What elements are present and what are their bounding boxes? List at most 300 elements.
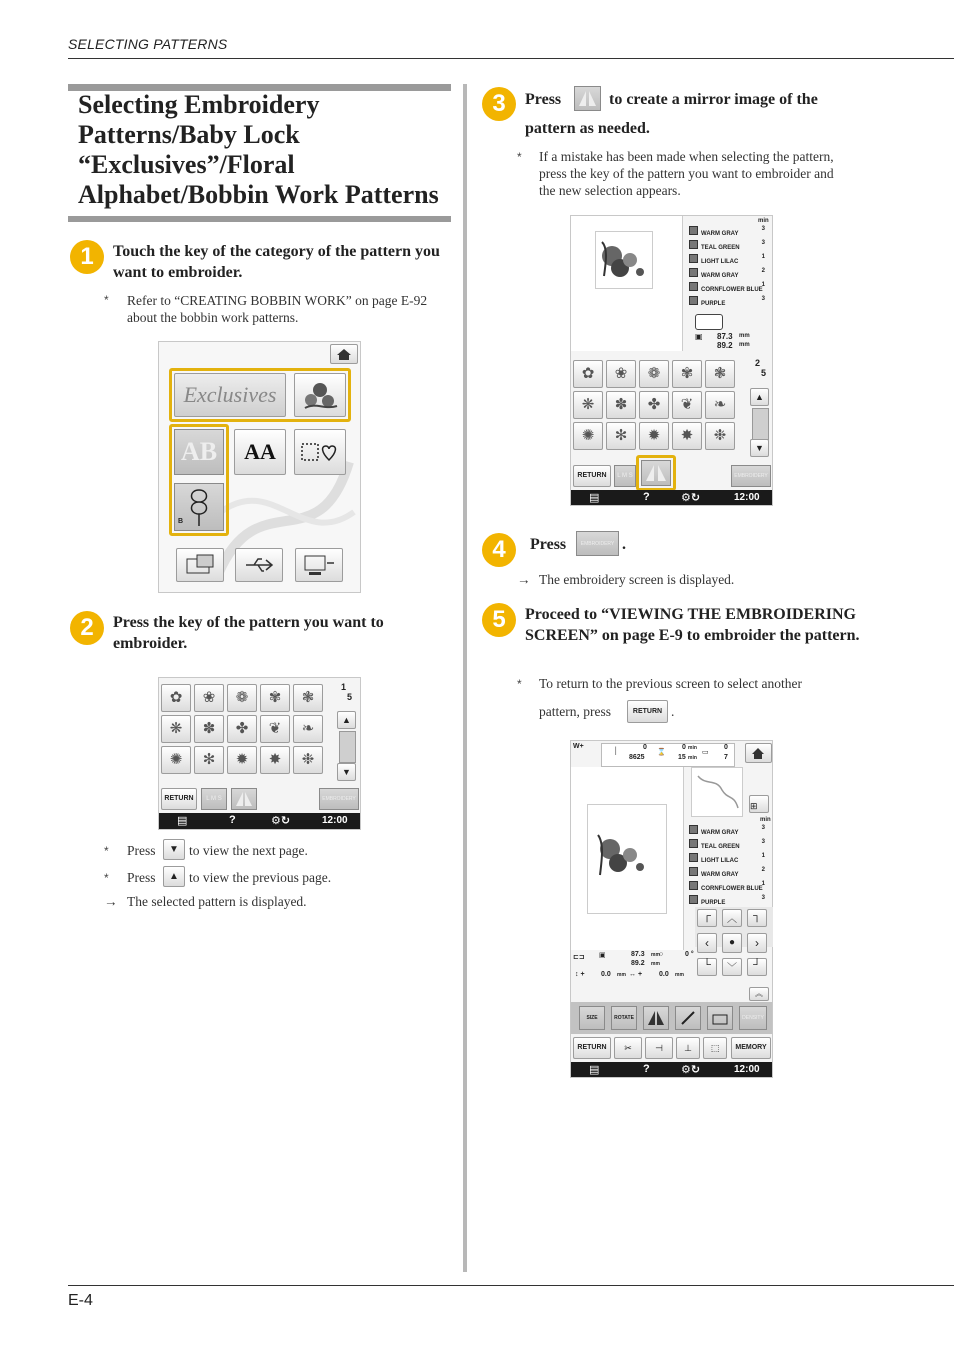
embroidery-motif-icon: ❦ <box>680 396 694 413</box>
mirror-key-inline <box>574 86 601 111</box>
thread-time: 3 <box>761 240 765 246</box>
page-list-icon[interactable]: ▤ <box>177 815 188 827</box>
status-bar <box>571 1062 772 1077</box>
home-icon <box>746 744 771 762</box>
time-unit: min <box>688 755 697 761</box>
arrow-up-left-icon: ┌ <box>703 910 711 922</box>
arrow-up-icon: ▲ <box>755 392 764 402</box>
embroidery-motif-icon: ❋ <box>581 396 595 413</box>
arrow-up-right-icon: ┐ <box>753 910 761 922</box>
mirror-button[interactable] <box>641 460 671 486</box>
embroidery-motif-icon: ❧ <box>301 720 315 737</box>
page-indicator <box>749 358 773 382</box>
thread-time: 1 <box>761 282 765 288</box>
thread-name: WARM GRAY <box>701 273 739 279</box>
embroidery-motif-icon: ✿ <box>169 689 183 706</box>
page-down-button[interactable] <box>337 763 356 781</box>
presser-foot-icon: ⊥ <box>684 1043 692 1053</box>
pattern-preview <box>571 216 683 351</box>
thread-name: WARM GRAY <box>701 830 739 836</box>
thread-name: CORNFLOWER BLUE <box>701 287 763 293</box>
floral-pattern-preview <box>588 805 666 913</box>
footer-rule <box>68 1285 954 1286</box>
thread-time: 1 <box>761 881 765 887</box>
note-mark: * <box>104 293 109 307</box>
thread-color-swatch <box>689 296 698 305</box>
clock: 12:00 <box>322 815 348 826</box>
color-current: 0 <box>724 744 728 751</box>
embroidery-motif-icon: ✹ <box>647 427 661 444</box>
pattern-height: 89.2 <box>717 341 733 350</box>
embroidery-motif-icon: ❀ <box>614 365 628 382</box>
hoop-icon: ⊏⊐ <box>573 954 585 961</box>
time-unit: min <box>688 745 697 751</box>
thread-list <box>689 825 771 909</box>
horizontal-offset: 0.0 <box>659 971 669 978</box>
pattern-key[interactable] <box>705 391 735 419</box>
height-unit: mm <box>651 961 660 967</box>
exclusives-key[interactable] <box>174 373 286 417</box>
size-lms-button[interactable]: L M S <box>614 465 636 487</box>
thread-time: 3 <box>761 825 765 831</box>
step-badge-3: 3 <box>482 87 516 121</box>
pattern-key[interactable] <box>672 391 702 419</box>
floral-alphabet-key[interactable] <box>174 429 224 475</box>
thread-name: WARM GRAY <box>701 872 739 878</box>
step-badge-5: 5 <box>482 603 516 637</box>
frame-heart-icon <box>295 430 345 474</box>
mirror-screen <box>570 215 773 506</box>
rotation-angle: 0 ° <box>685 951 694 958</box>
step-2-note-2-pre: Press <box>127 870 156 885</box>
step-1-note: Refer to “CREATING BOBBIN WORK” on page E-92 about the bobbin work patterns. <box>127 293 428 325</box>
pattern-key[interactable] <box>606 422 636 450</box>
pattern-width: 87.3 <box>631 951 645 958</box>
move-up-right-button[interactable] <box>747 909 767 927</box>
embroidery-motif-icon: ✸ <box>268 751 282 768</box>
page-up-button[interactable] <box>750 388 769 406</box>
thread-time: 3 <box>761 226 765 232</box>
pattern-key[interactable] <box>672 422 702 450</box>
return-key-inline: RETURN <box>627 700 668 723</box>
thread-row <box>689 254 769 267</box>
frame-icon: ⊞ <box>750 801 758 811</box>
pattern-key[interactable] <box>293 746 323 774</box>
thread-row <box>689 240 769 253</box>
vertical-offset: 0.0 <box>601 971 611 978</box>
thread-trim-button[interactable] <box>614 1037 642 1059</box>
pattern-grid <box>161 684 331 784</box>
thread-row <box>689 268 769 281</box>
pattern-key[interactable] <box>606 391 636 419</box>
thread-time: 2 <box>761 867 765 873</box>
min-label: min <box>760 817 771 823</box>
embroidery-motif-icon: ❉ <box>713 427 727 444</box>
pattern-info <box>573 951 695 981</box>
computer-key[interactable] <box>295 548 343 582</box>
move-down-left-button[interactable] <box>697 958 717 976</box>
embroidery-motif-icon: ❁ <box>647 365 661 382</box>
move-up-left-button[interactable] <box>697 909 717 927</box>
size-button[interactable]: SIZE <box>579 1006 605 1030</box>
step-2-note-2-post: to view the previous page. <box>189 870 332 885</box>
step-5-note-post: . <box>671 704 675 719</box>
horizontal-offset-icon: ↔ + <box>629 971 643 978</box>
note-mark: * <box>104 844 109 858</box>
embroidery-motif-icon: ✺ <box>169 751 183 768</box>
pattern-key[interactable] <box>161 746 191 774</box>
embroidery-motif-icon: ✻ <box>202 751 216 768</box>
page-indicator <box>335 682 359 706</box>
move-down-button[interactable] <box>722 958 742 976</box>
embroidery-screen <box>570 740 773 1078</box>
height-unit: mm <box>739 342 750 348</box>
edit-toolbar <box>571 1002 772 1034</box>
thread-color-swatch <box>689 895 698 904</box>
mirror-button[interactable] <box>231 788 257 810</box>
move-pad-lower <box>695 933 773 985</box>
floral-pattern-key[interactable] <box>294 373 346 417</box>
pattern-key[interactable] <box>293 684 323 712</box>
step-5-note-line1: To return to the previous screen to select another <box>539 676 802 691</box>
embroidery-motif-icon: ✽ <box>202 720 216 737</box>
mirror-button[interactable] <box>643 1006 669 1030</box>
pattern-key[interactable] <box>260 715 290 743</box>
thumbnail-preview <box>691 767 743 817</box>
stitch-total: 8625 <box>629 754 645 761</box>
thumbnail-icon <box>692 768 742 816</box>
arrow-down-icon: ▼ <box>755 443 764 453</box>
step-badge-2: 2 <box>70 611 104 645</box>
thread-list <box>689 226 771 310</box>
step-2-note-1-pre: Press <box>127 843 156 858</box>
pattern-key[interactable] <box>639 391 669 419</box>
column-divider <box>463 84 467 1272</box>
thread-color-swatch <box>689 240 698 249</box>
size-lms-button[interactable]: L M S <box>201 788 227 810</box>
arrow-down-icon: ▼ <box>169 844 179 855</box>
machine-memory-icon <box>177 549 223 581</box>
arrow-up-icon: ▲ <box>169 871 179 882</box>
pattern-selection-screen <box>158 677 361 830</box>
pattern-key[interactable] <box>260 684 290 712</box>
mirror-icon <box>575 87 600 110</box>
embroidery-motif-icon: ✾ <box>268 689 282 706</box>
color-total: 7 <box>724 754 728 761</box>
step-5-note-pre: pattern, press <box>539 704 611 719</box>
tension-icon: ⊣ <box>655 1043 663 1053</box>
pattern-key[interactable] <box>573 360 603 388</box>
pattern-key[interactable] <box>161 684 191 712</box>
result-arrow: → <box>517 572 531 587</box>
pattern-key[interactable] <box>672 360 702 388</box>
embroidery-motif-icon: ❀ <box>202 689 216 706</box>
title-rule-bottom <box>68 216 451 222</box>
settings-icon[interactable]: ⚙↻ <box>681 1064 701 1076</box>
pattern-key[interactable] <box>194 684 224 712</box>
arrow-down-icon: ﹀ <box>727 963 737 974</box>
move-left-button[interactable] <box>697 933 717 953</box>
hourglass-icon: ⌛ <box>657 749 666 756</box>
thread-row <box>689 839 769 852</box>
exclusives-label: Exclusives <box>183 382 277 407</box>
embroidery-motif-icon: ❁ <box>235 689 249 706</box>
settings-icon[interactable]: ⚙↻ <box>681 492 701 504</box>
min-label: min <box>758 218 769 224</box>
embroidery-motif-icon: ✸ <box>680 427 694 444</box>
page-down-key-inline <box>163 839 185 860</box>
floral-alphabet-icon: AB <box>180 437 218 466</box>
page-total: 5 <box>761 368 767 378</box>
needle-icon: │ <box>614 748 619 755</box>
trial-frame-icon: ⬚ <box>710 1043 720 1053</box>
pattern-key[interactable] <box>227 715 257 743</box>
return-button[interactable]: RETURN <box>573 465 611 487</box>
embroidery-motif-icon: ❃ <box>713 365 727 382</box>
step-3-heading-post: to create a mirror image of the <box>609 91 818 108</box>
thread-color-swatch <box>689 839 698 848</box>
thread-time: 3 <box>761 895 765 901</box>
page-list-icon[interactable]: ▤ <box>589 492 600 504</box>
embroidery-button[interactable]: EMBROIDERY <box>731 465 771 487</box>
page-down-button[interactable] <box>750 439 769 457</box>
step-1-heading: Touch the key of the category of the pattern you want to embroider. <box>113 243 440 281</box>
thread-name: TEAL GREEN <box>701 844 740 850</box>
thread-color-swatch <box>689 867 698 876</box>
scrollbar[interactable] <box>752 408 769 440</box>
embroidery-motif-icon: ❧ <box>713 396 727 413</box>
running-header: SELECTING PATTERNS <box>68 36 228 52</box>
page-list-icon[interactable]: ▤ <box>589 1064 600 1076</box>
bobbin-work-key[interactable] <box>174 483 224 531</box>
page-total: 5 <box>347 692 353 702</box>
alphabet-label: AA <box>244 439 276 464</box>
thread-color-swatch <box>689 268 698 277</box>
pattern-grid <box>573 360 743 454</box>
computer-icon <box>296 549 342 581</box>
sewing-machine-icon <box>708 1007 732 1029</box>
pattern-key[interactable] <box>606 360 636 388</box>
page-number: E-4 <box>68 1292 93 1309</box>
home-icon <box>331 345 357 363</box>
pattern-key[interactable] <box>573 391 603 419</box>
step-5-heading: Proceed to “VIEWING THE EMBROIDERING SCREEN” on page E-9 to embroider the pattern. <box>525 606 860 644</box>
pattern-key[interactable] <box>227 746 257 774</box>
category-screen <box>158 341 361 593</box>
status-bar <box>571 490 772 505</box>
bobbin-b-label: B <box>178 518 184 525</box>
step-badge-4: 4 <box>482 533 516 567</box>
edit-color-button[interactable] <box>675 1006 701 1030</box>
progress-panel <box>601 743 735 767</box>
thread-row <box>689 825 769 838</box>
arrow-up-icon: ︿ <box>727 914 737 925</box>
embroidery-motif-icon: ✺ <box>581 427 595 444</box>
density-button[interactable]: DENSITY <box>739 1006 767 1030</box>
embroidery-button[interactable]: EMBROIDERY <box>319 788 359 810</box>
thread-color-swatch <box>689 825 698 834</box>
pattern-key[interactable] <box>227 684 257 712</box>
help-button[interactable]: ? <box>229 814 236 826</box>
embroidery-key-inline: EMBROIDERY <box>576 531 619 556</box>
note-mark: * <box>517 150 522 164</box>
frame-view-button[interactable] <box>749 795 769 813</box>
pattern-size <box>695 332 775 354</box>
trial-button[interactable] <box>703 1037 727 1059</box>
time-current: 0 <box>682 744 686 751</box>
step-badge-1: 1 <box>70 240 104 274</box>
return-button[interactable]: RETURN <box>573 1037 611 1059</box>
arrow-up-icon: ▲ <box>342 715 351 725</box>
alphabet-key[interactable] <box>234 429 286 475</box>
thread-name: LIGHT LILAC <box>701 858 739 864</box>
mirror-icon <box>644 1007 668 1029</box>
arrow-right-icon: › <box>755 936 759 950</box>
double-chevron-up-icon: ︽ <box>755 989 763 998</box>
return-button[interactable]: RETURN <box>161 788 197 810</box>
note-mark: * <box>104 871 109 885</box>
thread-color-swatch <box>689 282 698 291</box>
thread-name: PURPLE <box>701 900 726 906</box>
pattern-key[interactable] <box>705 422 735 450</box>
width-unit: mm <box>651 952 660 958</box>
thread-name: CORNFLOWER BLUE <box>701 886 763 892</box>
thread-color-swatch <box>689 254 698 263</box>
pattern-key[interactable] <box>161 715 191 743</box>
usb-icon <box>236 549 282 581</box>
size-icon: ▣ <box>695 332 703 341</box>
arrow-down-icon: ▼ <box>342 767 351 777</box>
move-center-button[interactable] <box>722 933 742 953</box>
page-up-key-inline <box>163 866 185 887</box>
embroidery-motif-icon: ✤ <box>235 720 249 737</box>
stitch-current: 0 <box>643 744 647 751</box>
floral-pattern-preview <box>596 232 652 288</box>
pattern-key[interactable] <box>194 746 224 774</box>
thread-time: 1 <box>761 853 765 859</box>
tension-button[interactable] <box>645 1037 673 1059</box>
size-icon: ▣ <box>599 952 606 959</box>
result-arrow: → <box>104 894 118 909</box>
pattern-width: 87.3 <box>717 332 733 341</box>
embroidery-motif-icon: ✤ <box>647 396 661 413</box>
usb-key[interactable] <box>235 548 283 582</box>
offset-v-unit: mm <box>617 972 626 978</box>
embroidery-motif-icon: ✻ <box>614 427 628 444</box>
step-4-result: The embroidery screen is displayed. <box>539 572 735 587</box>
machine-memory-key[interactable] <box>176 548 224 582</box>
expand-button[interactable] <box>749 987 769 1001</box>
thread-time: 3 <box>761 296 765 302</box>
step-3-heading-line2: pattern as needed. <box>525 120 650 137</box>
pattern-key[interactable] <box>194 715 224 743</box>
rotate-button[interactable]: ROTATE <box>611 1006 637 1030</box>
width-unit: mm <box>739 333 750 339</box>
thread-name: LIGHT LILAC <box>701 259 739 265</box>
pattern-preview <box>571 767 684 950</box>
thread-change-button[interactable] <box>707 1006 733 1030</box>
embroidery-motif-icon: ❉ <box>301 751 315 768</box>
home-button[interactable] <box>330 344 358 364</box>
presser-foot-icon: W+ <box>573 743 584 750</box>
hoop-icon <box>695 314 723 330</box>
pattern-key[interactable] <box>260 746 290 774</box>
clock: 12:00 <box>734 492 760 503</box>
home-button[interactable] <box>745 743 772 763</box>
presser-foot-button[interactable] <box>676 1037 700 1059</box>
step-4-heading-pre: Press <box>530 536 567 553</box>
move-up-button[interactable] <box>722 909 742 927</box>
thread-row <box>689 282 769 295</box>
thread-time: 3 <box>761 839 765 845</box>
thread-color-swatch <box>689 881 698 890</box>
frame-pattern-key[interactable] <box>294 429 346 475</box>
thread-name: TEAL GREEN <box>701 245 740 251</box>
time-total: 15 <box>678 754 686 761</box>
scrollbar[interactable] <box>339 731 356 763</box>
note-mark: * <box>517 677 522 691</box>
pattern-key[interactable] <box>293 715 323 743</box>
help-button[interactable]: ? <box>643 491 650 503</box>
page-current: 2 <box>755 358 761 368</box>
scissors-icon: ✂ <box>624 1043 632 1053</box>
pattern-key[interactable] <box>639 360 669 388</box>
settings-icon[interactable]: ⚙↻ <box>271 815 291 827</box>
thread-time: 1 <box>761 254 765 260</box>
step-2-result: The selected pattern is displayed. <box>127 894 307 909</box>
pattern-height: 89.2 <box>631 960 645 967</box>
embroidery-motif-icon: ❦ <box>268 720 282 737</box>
thread-row <box>689 867 769 880</box>
thread-row <box>689 226 769 239</box>
thread-color-swatch <box>689 853 698 862</box>
mirror-icon <box>232 789 256 809</box>
step-4-heading-post: . <box>622 536 626 553</box>
thread-name: WARM GRAY <box>701 231 739 237</box>
embroidery-motif-icon: ✿ <box>581 365 595 382</box>
embroidery-frame <box>587 804 667 914</box>
arrow-down-left-icon: └ <box>703 959 711 971</box>
move-down-right-button[interactable] <box>747 958 767 976</box>
pattern-key[interactable] <box>573 422 603 450</box>
pen-icon <box>676 1007 700 1029</box>
pattern-key[interactable] <box>639 422 669 450</box>
embroidery-motif-icon: ✹ <box>235 751 249 768</box>
step-2-note-1-post: to view the next page. <box>189 843 308 858</box>
embroidery-motif-icon: ❃ <box>301 689 315 706</box>
arrow-down-right-icon: ┘ <box>753 959 761 971</box>
center-dot-icon: ● <box>728 937 736 948</box>
move-right-button[interactable] <box>747 933 767 953</box>
header-rule <box>68 58 954 59</box>
step-3-heading-pre: Press <box>525 91 562 108</box>
mirror-icon <box>642 461 670 485</box>
page-up-button[interactable] <box>337 711 356 729</box>
pattern-key[interactable] <box>705 360 735 388</box>
thread-color-swatch <box>689 226 698 235</box>
embroidery-motif-icon: ✽ <box>614 396 628 413</box>
page-current: 1 <box>341 682 347 692</box>
thread-name: PURPLE <box>701 301 726 307</box>
page-title: Selecting Embroidery Patterns/Baby Lock “Exclusives”/Floral Alphabet/Bobbin Work Patterns <box>78 90 439 209</box>
thread-row <box>689 296 769 309</box>
embroidery-motif-icon: ✾ <box>680 365 694 382</box>
clock: 12:00 <box>734 1064 760 1075</box>
memory-button[interactable]: MEMORY <box>731 1037 771 1059</box>
offset-h-unit: mm <box>675 972 684 978</box>
help-button[interactable]: ? <box>643 1063 650 1075</box>
embroidery-motif-icon: ❋ <box>169 720 183 737</box>
